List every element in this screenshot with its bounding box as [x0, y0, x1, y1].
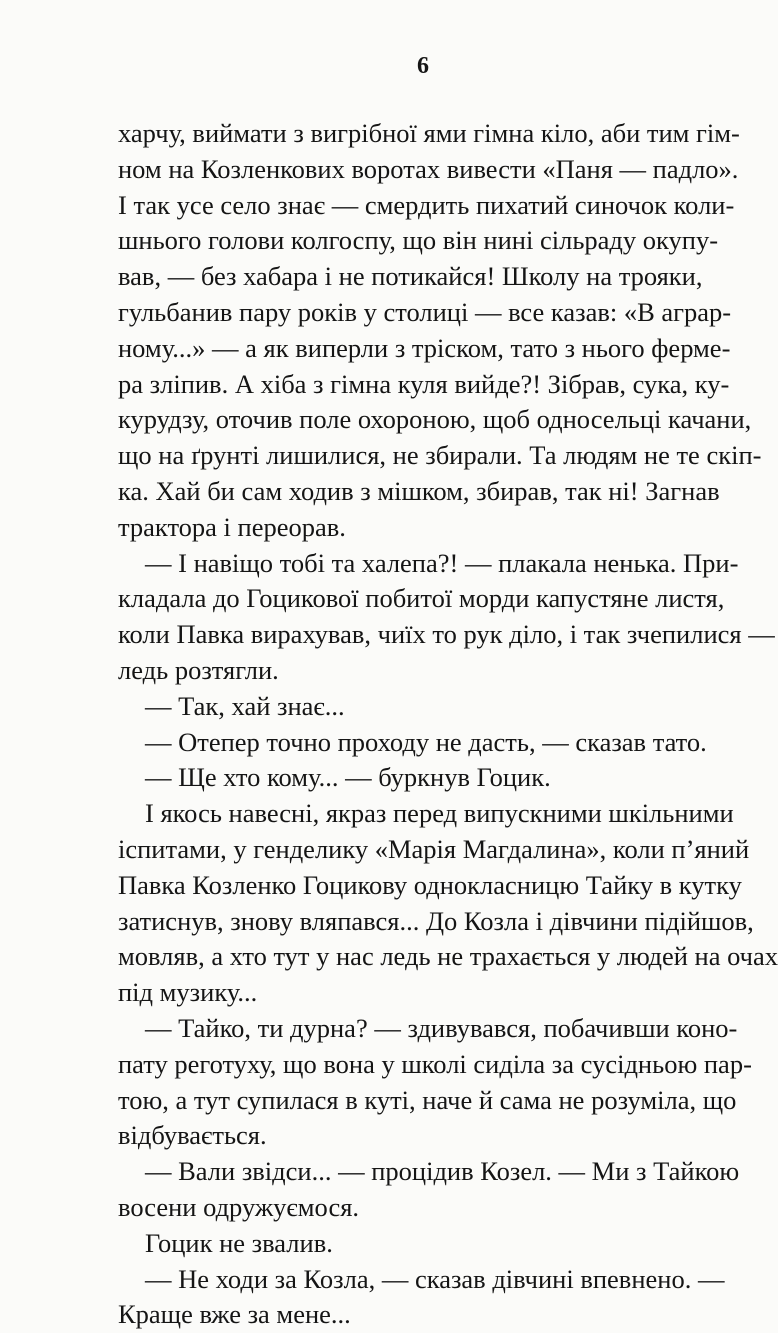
text-line: восени одружуємося. [118, 1191, 360, 1222]
text-line: — І навіщо тобі та халепа?! — плакала ненька. При- [145, 547, 739, 578]
text-line: мовляв, а хто тут у нас ледь не трахається у людей на очах [118, 941, 778, 972]
text-line: курудзу, оточив поле охороною, щоб односельці качани, [118, 404, 752, 435]
text-line: кладала до Гоцикової побитої морди капустяне листя, [118, 583, 725, 614]
text-line: коли Павка вирахував, чиїх то рук діло, і так зчепилися — [118, 619, 775, 650]
text-line: ледь розтягли. [118, 654, 279, 685]
text-line: ному...» — а як виперли з тріском, тато з нього ферме- [118, 332, 731, 363]
text-line: — Так, хай знає... [145, 690, 345, 721]
text-line: під музику... [118, 977, 258, 1008]
text-line: — Ще хто кому... — буркнув Гоцик. [145, 762, 551, 793]
text-line: — Отепер точно проходу не дасть, — сказав тато. [145, 726, 707, 757]
text-line: шнього голови колгоспу, що він нині сільраду окупу- [118, 225, 719, 256]
text-line: ка. Хай би сам ходив з мішком, збирав, так ні! Загнав [118, 475, 720, 506]
text-line: затиснув, знову вляпався... До Козла і дівчини підійшов, [118, 905, 754, 936]
text-line: І якось навесні, якраз перед випускними шкільними [145, 798, 734, 829]
text-line: іспитами, у генделику «Марія Магдалина», коли п’яний [118, 833, 750, 864]
text-line: І так усе село знає — смердить пихатий синочок коли- [118, 189, 735, 220]
text-line: гульбанив пару років у столиці — все казав: «В аграр- [118, 296, 732, 327]
text-line: — Вали звідси... — процідив Козел. — Ми з Тайкою [145, 1156, 740, 1187]
text-line: тою, а тут супилася в куті, наче й сама не розуміла, що [118, 1084, 737, 1115]
text-line: пату реготуху, що вона у школі сиділа за сусідньою пар- [118, 1048, 752, 1079]
text-line: відбувається. [118, 1120, 267, 1151]
text-line: харчу, виймати з вигрібної ями гімна кіло, аби тим гім- [118, 118, 740, 148]
text-line: ном на Козленкових воротах вивести «Паня — падло». [118, 153, 739, 184]
text-line: Павка Козленко Гоцикову однокласницю Тайку в кутку [118, 869, 742, 900]
text-line: що на ґрунті лишилися, не збирали. Та людям не те скіп- [118, 440, 762, 471]
body-text [118, 116, 778, 1333]
page-number: 6 [417, 53, 429, 79]
text-line: ра зліпив. А хіба з гімна куля вийде?! Зібрав, сука, ку- [118, 368, 730, 399]
text-line: трактора і переорав. [118, 511, 346, 542]
text-line: Краще вже за мене... [118, 1299, 351, 1330]
text-line: — Тайко, ти дурна? — здивувався, побачивши коно- [145, 1012, 738, 1043]
text-line: вав, — без хабара і не потикайся! Школу на трояки, [118, 261, 703, 292]
text-line: — Не ходи за Козла, — сказав дівчині впевнено. — [145, 1263, 725, 1294]
text-line: Гоцик не звалив. [145, 1227, 333, 1258]
